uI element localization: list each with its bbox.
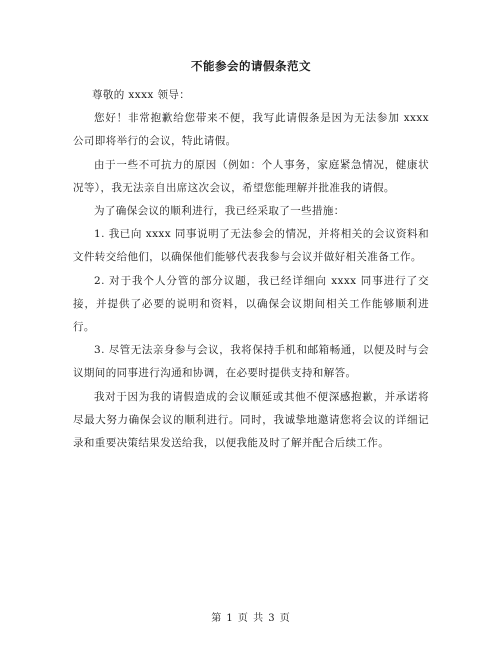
document-title: 不能参会的请假条范文 — [191, 59, 311, 73]
page-number: 第 1 页 共 3 页 — [211, 613, 291, 624]
paragraph-reason: 由于一些不可抗力的原因（例如：个人事务，家庭紧急情况，健康状况等），我无法亲自出席这次会议，希望您能理解并批准我的请假。 — [73, 158, 429, 194]
paragraph-measure-3: 3. 尽管无法亲身参与会议，我将保持手机和邮箱畅通，以便及时与会议期间的同事进行沟通和协调，在必要时提供支持和解答。 — [73, 344, 429, 380]
document-body — [73, 84, 429, 455]
paragraph-apology: 我对于因为我的请假造成的会议顺延或其他不便深感抱歉，并承诺将尽最大努力确保会议的顺利进行。同时，我诚挚地邀请您将会议的详细记录和重要决策结果发送给我，以便我能及时了解并配合后续工作。 — [73, 390, 429, 450]
paragraph-measure-2: 2. 对于我个人分管的部分议题，我已经详细向 xxxx 同事进行了交接，并提供了必要的说明和资料，以确保会议期间相关工作能够顺利进行。 — [73, 274, 429, 334]
salutation: 尊敬的 xxxx 领导： — [92, 89, 191, 101]
paragraph-measure-1: 1. 我已向 xxxx 同事说明了无法参会的情况，并将相关的会议资料和文件转交给他们，以确保他们能够代表我参与会议并做好相关准备工作。 — [73, 228, 429, 264]
paragraph-measures-intro: 为了确保会议的顺利进行，我已经采取了一些措施： — [94, 205, 345, 218]
paragraph-greeting: 您好！非常抱歉给您带来不便，我写此请假条是因为无法参加 xxxx 公司即将举行的会议，特此请假。 — [73, 112, 429, 148]
